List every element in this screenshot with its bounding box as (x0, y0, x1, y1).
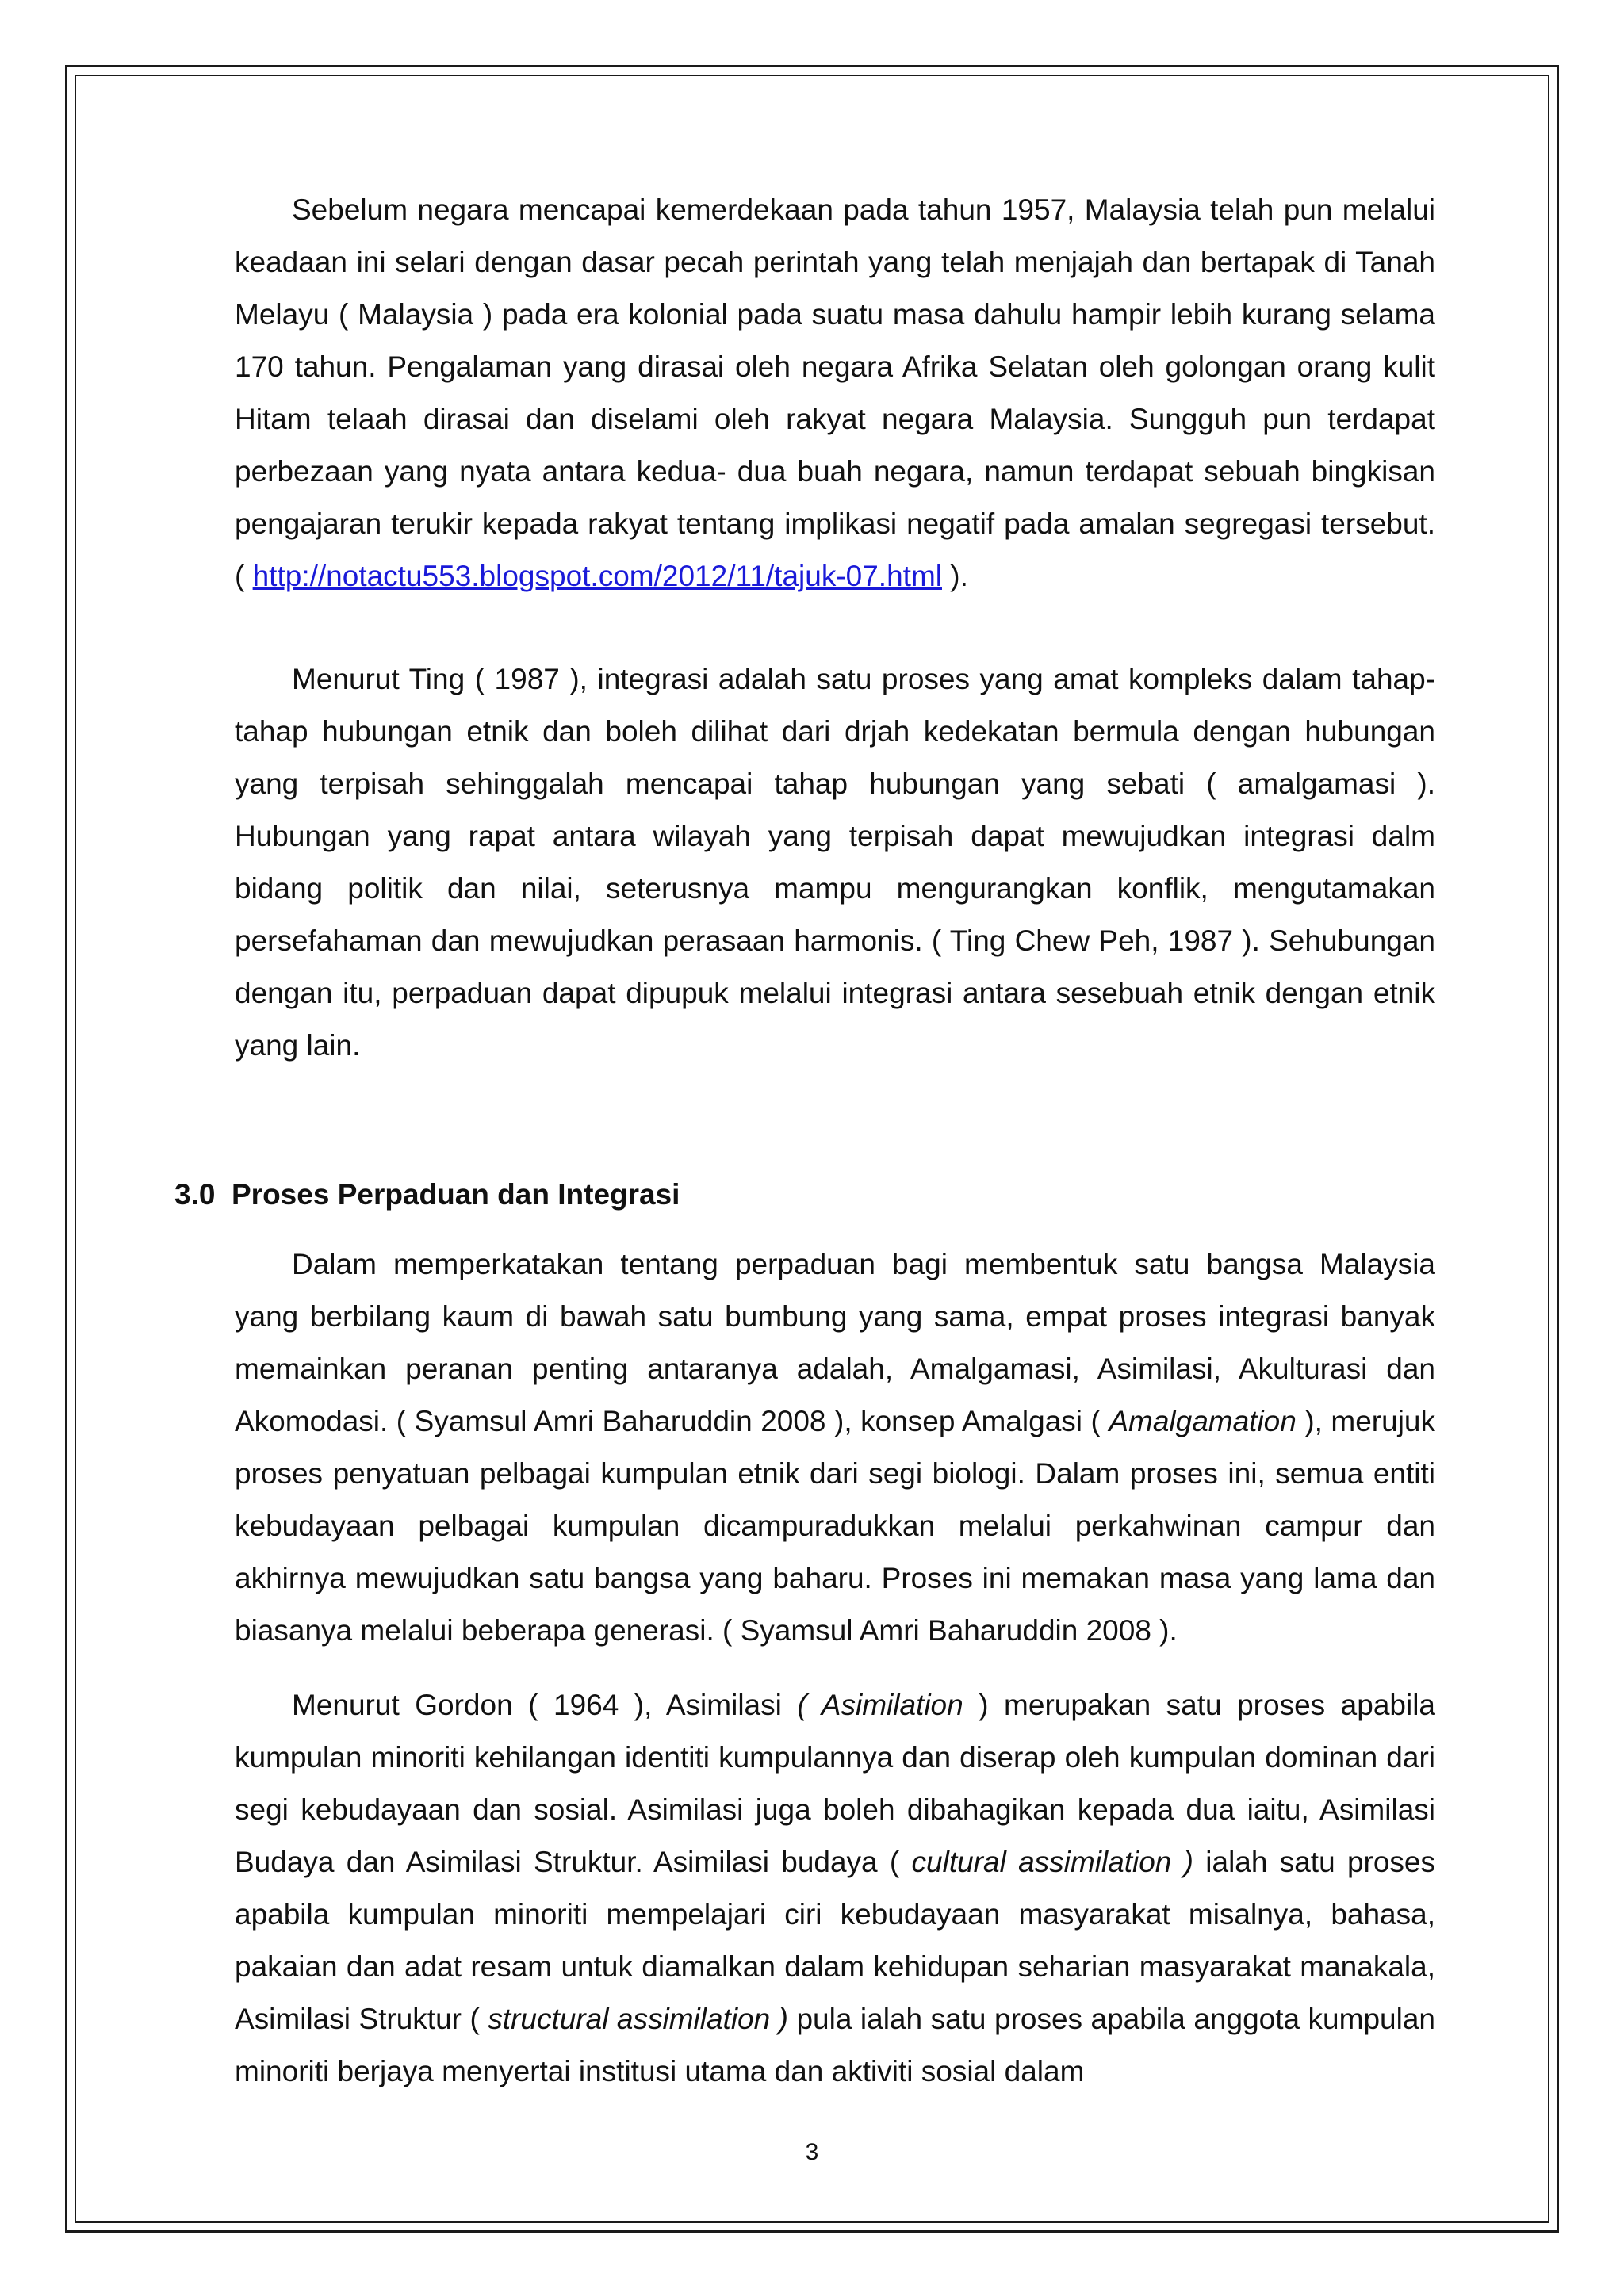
paragraph-text: ) merupakan satu proses apabila kumpulan minoriti kehilangan identiti kumpulannya dan diserap oleh kumpulan dominan dari segi kebudayaan dan sosial. Asimilasi juga boleh dibahagikan kepada dua iaitu, Asimilasi Budaya dan Asimilasi Struktur. Asimilasi budaya ( (235, 1689, 1435, 1878)
paragraph-text: Sebelum negara mencapai kemerdekaan pada tahun 1957, Malaysia telah pun melalui keadaan ini selari dengan dasar pecah perintah yang telah menjajah dan bertapak di Tanah Melayu ( Malaysia ) pada era kolonial pada suatu masa dahulu hampir lebih kurang selama 170 tahun. Pengalaman yang dirasai oleh negara Afrika Selatan oleh golongan orang kulit Hitam telaah dirasai dan diselami oleh rakyat negara Malaysia. Sungguh pun terdapat perbezaan yang nyata antara kedua- dua buah negara, namun terdapat sebuah bingkisan pengajaran terukir kepada rakyat tentang implikasi negatif pada amalan segregasi tersebut. ( (235, 193, 1435, 592)
reference-link[interactable]: http://notactu553.blogspot.com/2012/11/tajuk-07.html (252, 560, 942, 592)
paragraph-text-end: pula ialah satu proses apabila anggota kumpulan minoriti berjaya menyertai institusi utama dan aktiviti sosial dalam (235, 2003, 1435, 2087)
paragraph-text-end: ), merujuk proses penyatuan pelbagai kumpulan etnik dari segi biologi. Dalam proses ini, semua entiti kebudayaan pelbagai kumpulan dicampuradukkan melalui perkahwinan campur dan akhirnya mewujudkan satu bangsa yang baharu. Proses ini memakan masa yang lama dan biasanya melalui beberapa generasi. ( Syamsul Amri Baharuddin 2008 ). (235, 1405, 1435, 1647)
section-heading (174, 1175, 1435, 1215)
section-number: 3.0 (174, 1178, 216, 1211)
paragraph-text-end: ). (941, 560, 968, 592)
italic-term: structural assimilation ) (488, 2003, 788, 2035)
section-title: Proses Perpaduan dan Integrasi (232, 1178, 680, 1211)
paragraph-text: Dalam memperkatakan tentang perpaduan bagi membentuk satu bangsa Malaysia yang berbilang kaum di bawah satu bumbung yang sama, empat proses integrasi banyak memainkan peranan penting antaranya adalah, Amalgamasi, Asimilasi, Akulturasi dan Akomodasi. ( Syamsul Amri Baharuddin 2008 ), konsep Amalgasi ( (235, 1248, 1435, 1437)
page-number: 3 (805, 2139, 819, 2165)
paragraph-text: ialah satu proses apabila kumpulan minoriti mempelajari ciri kebudayaan masyarakat misalnya, bahasa, pakaian dan adat resam untuk diamalkan dalam kehidupan seharian masyarakat manakala, Asimilasi Struktur ( (235, 1846, 1435, 2035)
paragraph-text: Menurut Gordon ( 1964 ), Asimilasi (292, 1689, 798, 1721)
italic-term: ( Asimilation (797, 1689, 963, 1721)
paragraph-amalgamation (235, 1238, 1435, 1657)
paragraph-integration-ting: Menurut Ting ( 1987 ), integrasi adalah satu proses yang amat kompleks dalam tahap- tahap hubungan etnik dan boleh dilihat dari drjah kedekatan bermula dengan hubungan yang terpisah sehinggalah mencapai tahap hubungan yang sebati ( amalgamasi ). Hubungan yang rapat antara wilayah yang terpisah dapat mewujudkan integrasi dalm bidang politik dan nilai, seterusnya mampu mengurangkan konflik, mengutamakan persefahaman dan mewujudkan perasaan harmonis. ( Ting Chew Peh, 1987 ). Sehubungan dengan itu, perpaduan dapat dipupuk melalui integrasi antara sesebuah etnik dengan etnik yang lain. (235, 663, 1435, 1062)
document-body (174, 184, 1435, 2098)
paragraph-segregation (235, 184, 1435, 603)
paragraph-assimilation (235, 1679, 1435, 2098)
italic-term: Amalgamation (1109, 1405, 1297, 1437)
italic-term: cultural assimilation ) (911, 1846, 1193, 1878)
